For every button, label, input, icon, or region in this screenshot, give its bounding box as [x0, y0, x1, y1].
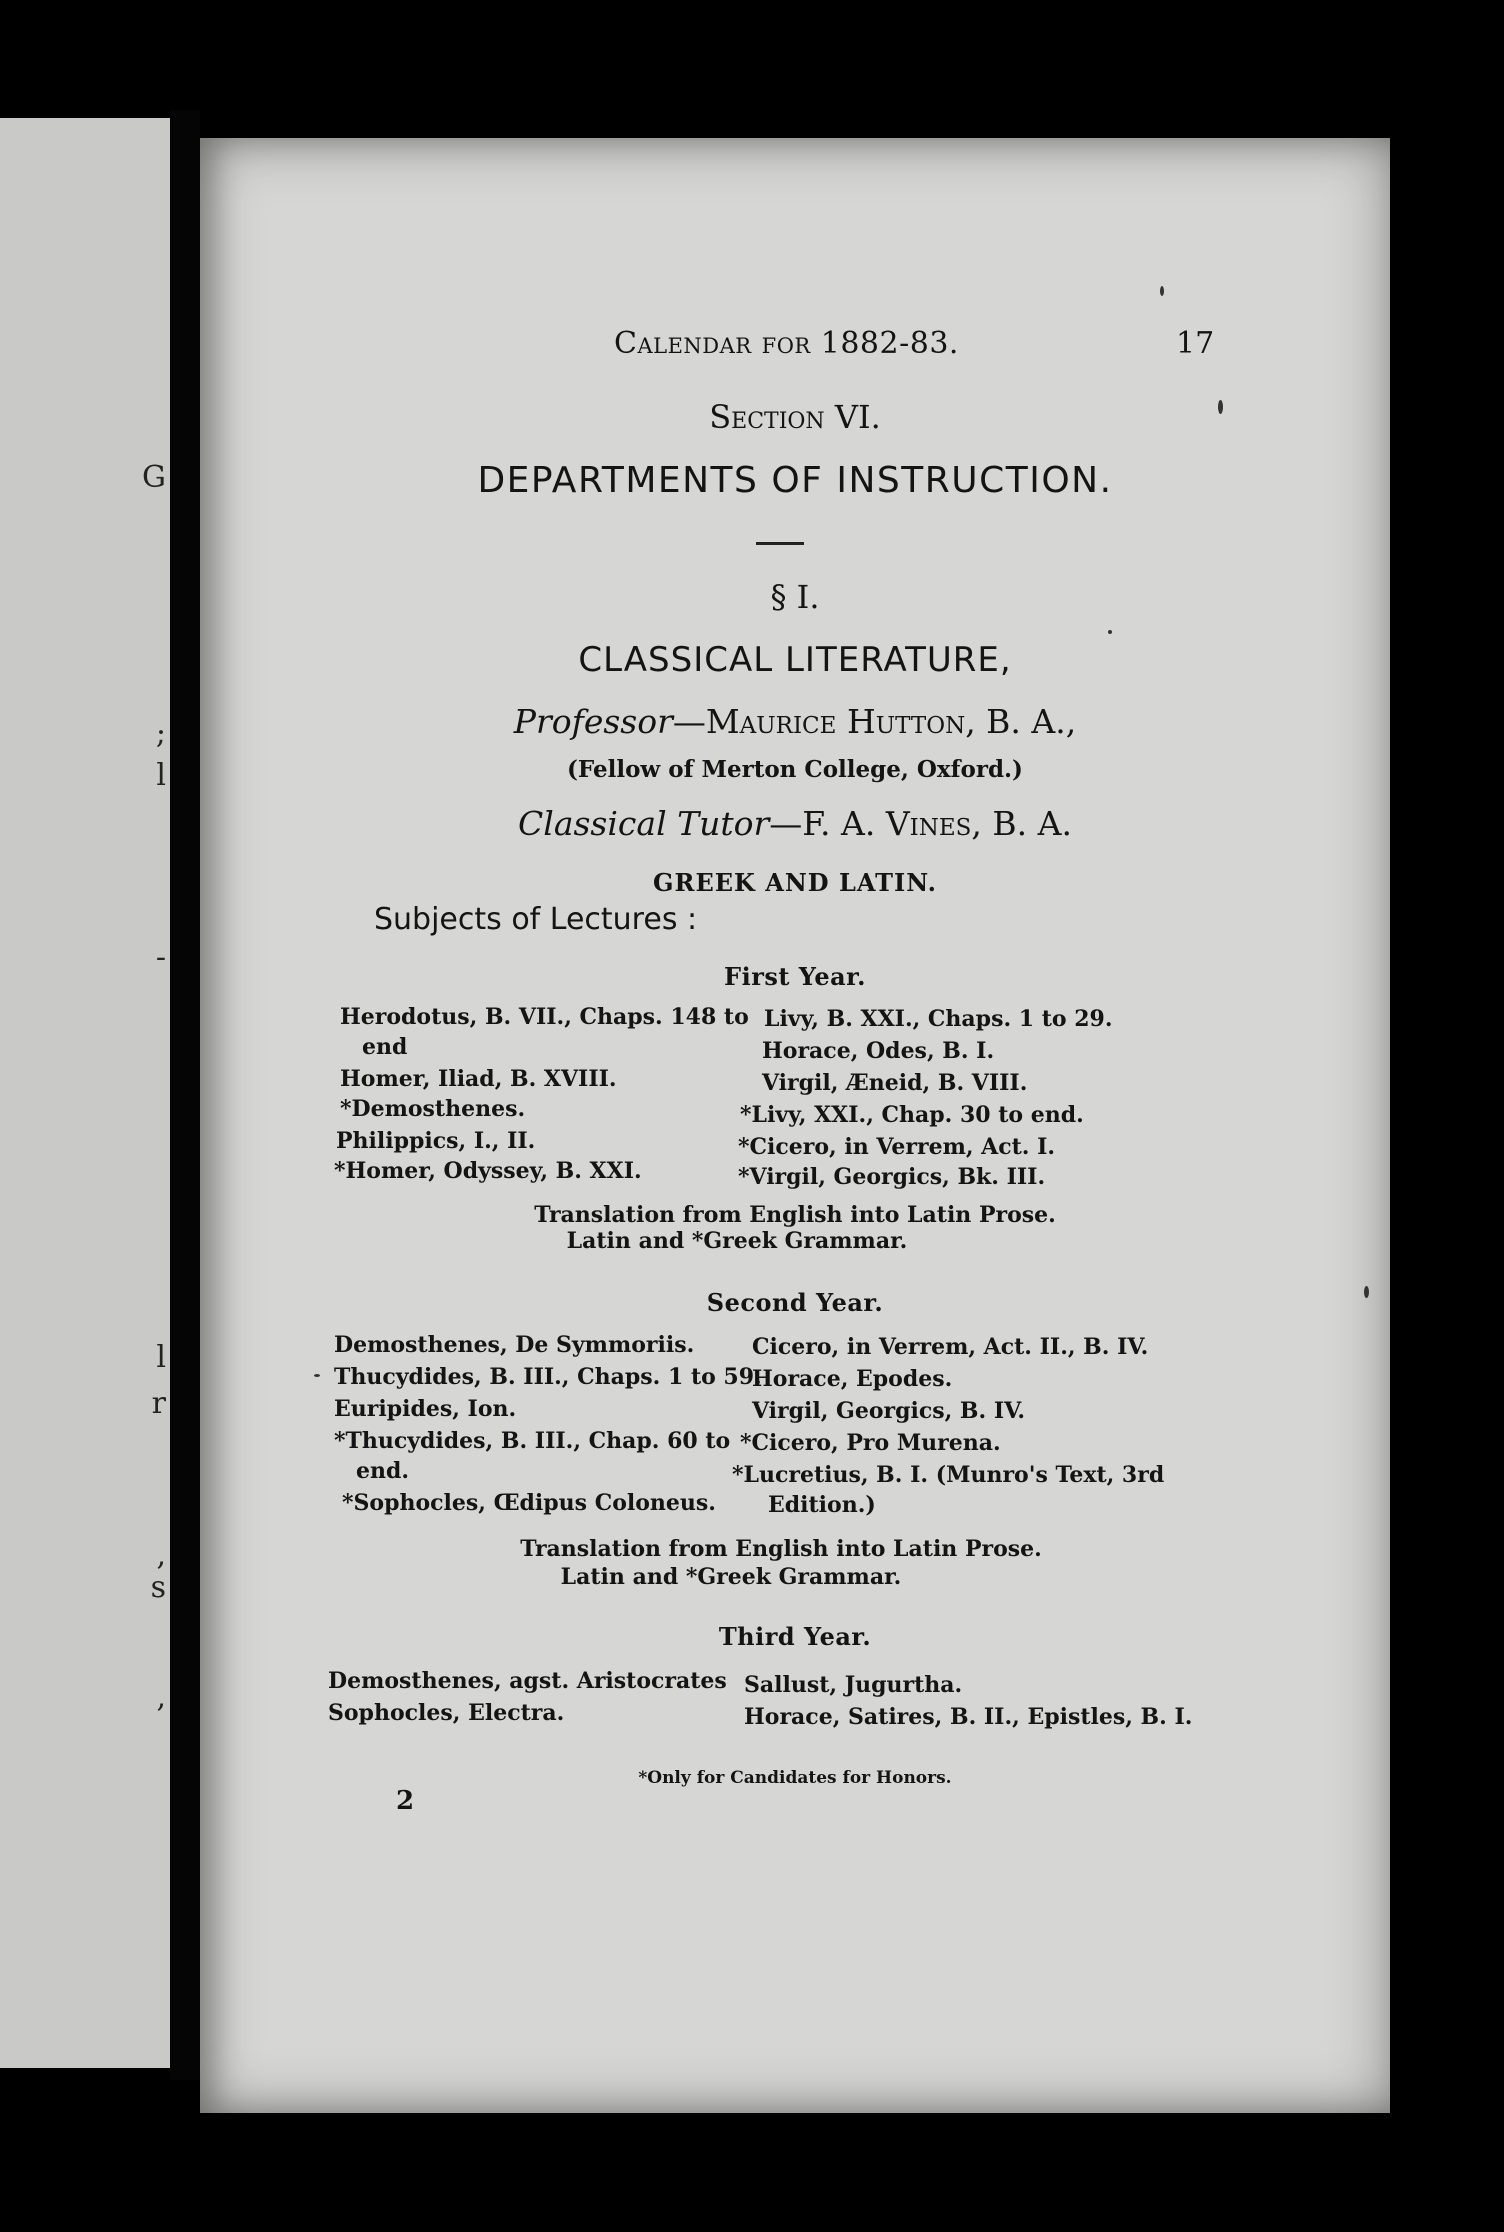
second-year-left-item: Thucydides, B. III., Chaps. 1 to 59.	[334, 1364, 762, 1390]
left-page-fragment: G	[142, 460, 166, 495]
subject-heading: CLASSICAL LITERATURE,	[578, 640, 1012, 680]
tutor-role: Classical Tutor	[518, 804, 770, 843]
second-year-left-item: end.	[356, 1458, 410, 1484]
third-year-heading: Third Year.	[718, 1622, 872, 1651]
second-year-left-item: Demosthenes, De Symmoriis.	[334, 1332, 695, 1358]
first-year-right-item: *Virgil, Georgics, Bk. III.	[738, 1164, 1046, 1190]
running-head: Calendar for 1882-83.	[614, 326, 959, 361]
professor-line	[200, 702, 1390, 741]
first-year-right-item: *Livy, XXI., Chap. 30 to end.	[740, 1102, 1084, 1128]
print-speck	[1364, 1286, 1369, 1298]
subjects-label: Subjects of Lectures :	[374, 902, 698, 937]
page-title: DEPARTMENTS OF INSTRUCTION.	[477, 460, 1113, 501]
first-year-left-item: Philippics, I., II.	[336, 1128, 536, 1154]
second-year-right-item: *Lucretius, B. I. (Munro's Text, 3rd	[732, 1462, 1165, 1488]
first-year-left-item: end	[362, 1034, 408, 1060]
tutor-name: —F. A. Vines, B. A.	[769, 804, 1072, 843]
first-year-right-item: *Cicero, in Verrem, Act. I.	[738, 1134, 1056, 1160]
first-year-left-item: Homer, Iliad, B. XVIII.	[340, 1066, 617, 1092]
left-page-fragment: r	[151, 1386, 166, 1421]
sheet-signature: 2	[396, 1786, 415, 1816]
course-title: GREEK AND LATIN.	[653, 868, 937, 897]
first-year-right-item: Virgil, Æneid, B. VIII.	[762, 1070, 1028, 1096]
tutor-line	[200, 804, 1390, 843]
left-page-fragment: l	[156, 1340, 166, 1375]
professor-role: Professor	[513, 702, 673, 741]
first-year-left-item: *Homer, Odyssey, B. XXI.	[334, 1158, 642, 1184]
left-facing-page	[0, 118, 170, 2068]
second-year-right-item: Edition.)	[768, 1492, 876, 1518]
first-year-translation: Translation from English into Latin Prose.	[534, 1202, 1056, 1228]
calendar-page	[200, 138, 1390, 2113]
left-page-fragment: ,	[156, 1538, 166, 1573]
second-year-right-item: Cicero, in Verrem, Act. II., B. IV.	[752, 1334, 1149, 1360]
professor-note: (Fellow of Merton College, Oxford.)	[567, 756, 1023, 783]
paragraph-mark: § I.	[770, 578, 820, 616]
second-year-grammar: Latin and *Greek Grammar.	[560, 1564, 902, 1590]
first-year-left-item: *Demosthenes.	[340, 1096, 526, 1122]
first-year-right-item: Horace, Odes, B. I.	[762, 1038, 995, 1064]
left-page-fragment: l	[156, 758, 166, 793]
third-year-right-item: Horace, Satires, B. II., Epistles, B. I.	[744, 1704, 1193, 1730]
first-year-heading: First Year.	[724, 962, 866, 991]
honors-footnote: *Only for Candidates for Honors.	[638, 1768, 952, 1788]
professor-name: —Maurice Hutton, B. A.,	[672, 702, 1077, 741]
left-page-fragment: s	[150, 1570, 166, 1605]
second-year-right-item: Virgil, Georgics, B. IV.	[752, 1398, 1026, 1424]
left-page-fragment: ,	[156, 1680, 166, 1715]
page-number: 17	[1176, 326, 1215, 361]
print-speck	[1218, 400, 1223, 414]
section-heading: Section VI.	[709, 398, 881, 436]
second-year-heading: Second Year.	[706, 1288, 884, 1317]
second-year-left-item: *Sophocles, Œdipus Coloneus.	[342, 1490, 716, 1516]
book-gutter	[170, 110, 200, 2080]
left-page-fragment: -	[155, 940, 166, 975]
print-speck	[1160, 286, 1164, 296]
first-year-right-item: Livy, B. XXI., Chaps. 1 to 29.	[764, 1006, 1113, 1032]
second-year-right-item: *Cicero, Pro Murena.	[740, 1430, 1001, 1456]
second-year-right-item: Horace, Epodes.	[752, 1366, 953, 1392]
second-year-left-item: *Thucydides, B. III., Chap. 60 to	[334, 1428, 731, 1454]
left-page-fragment: ;	[155, 716, 166, 751]
title-divider	[756, 542, 804, 545]
third-year-left-item: Sophocles, Electra.	[328, 1700, 565, 1726]
first-year-grammar: Latin and *Greek Grammar.	[566, 1228, 908, 1254]
second-year-left-item: Euripides, Ion.	[334, 1396, 517, 1422]
third-year-left-item: Demosthenes, agst. Aristocrates	[328, 1668, 727, 1694]
third-year-right-item: Sallust, Jugurtha.	[744, 1672, 963, 1698]
second-year-translation: Translation from English into Latin Prose.	[520, 1536, 1042, 1562]
print-speck	[1108, 630, 1112, 634]
first-year-left-item: Herodotus, B. VII., Chaps. 148 to	[340, 1004, 749, 1030]
print-speck	[314, 1374, 320, 1377]
